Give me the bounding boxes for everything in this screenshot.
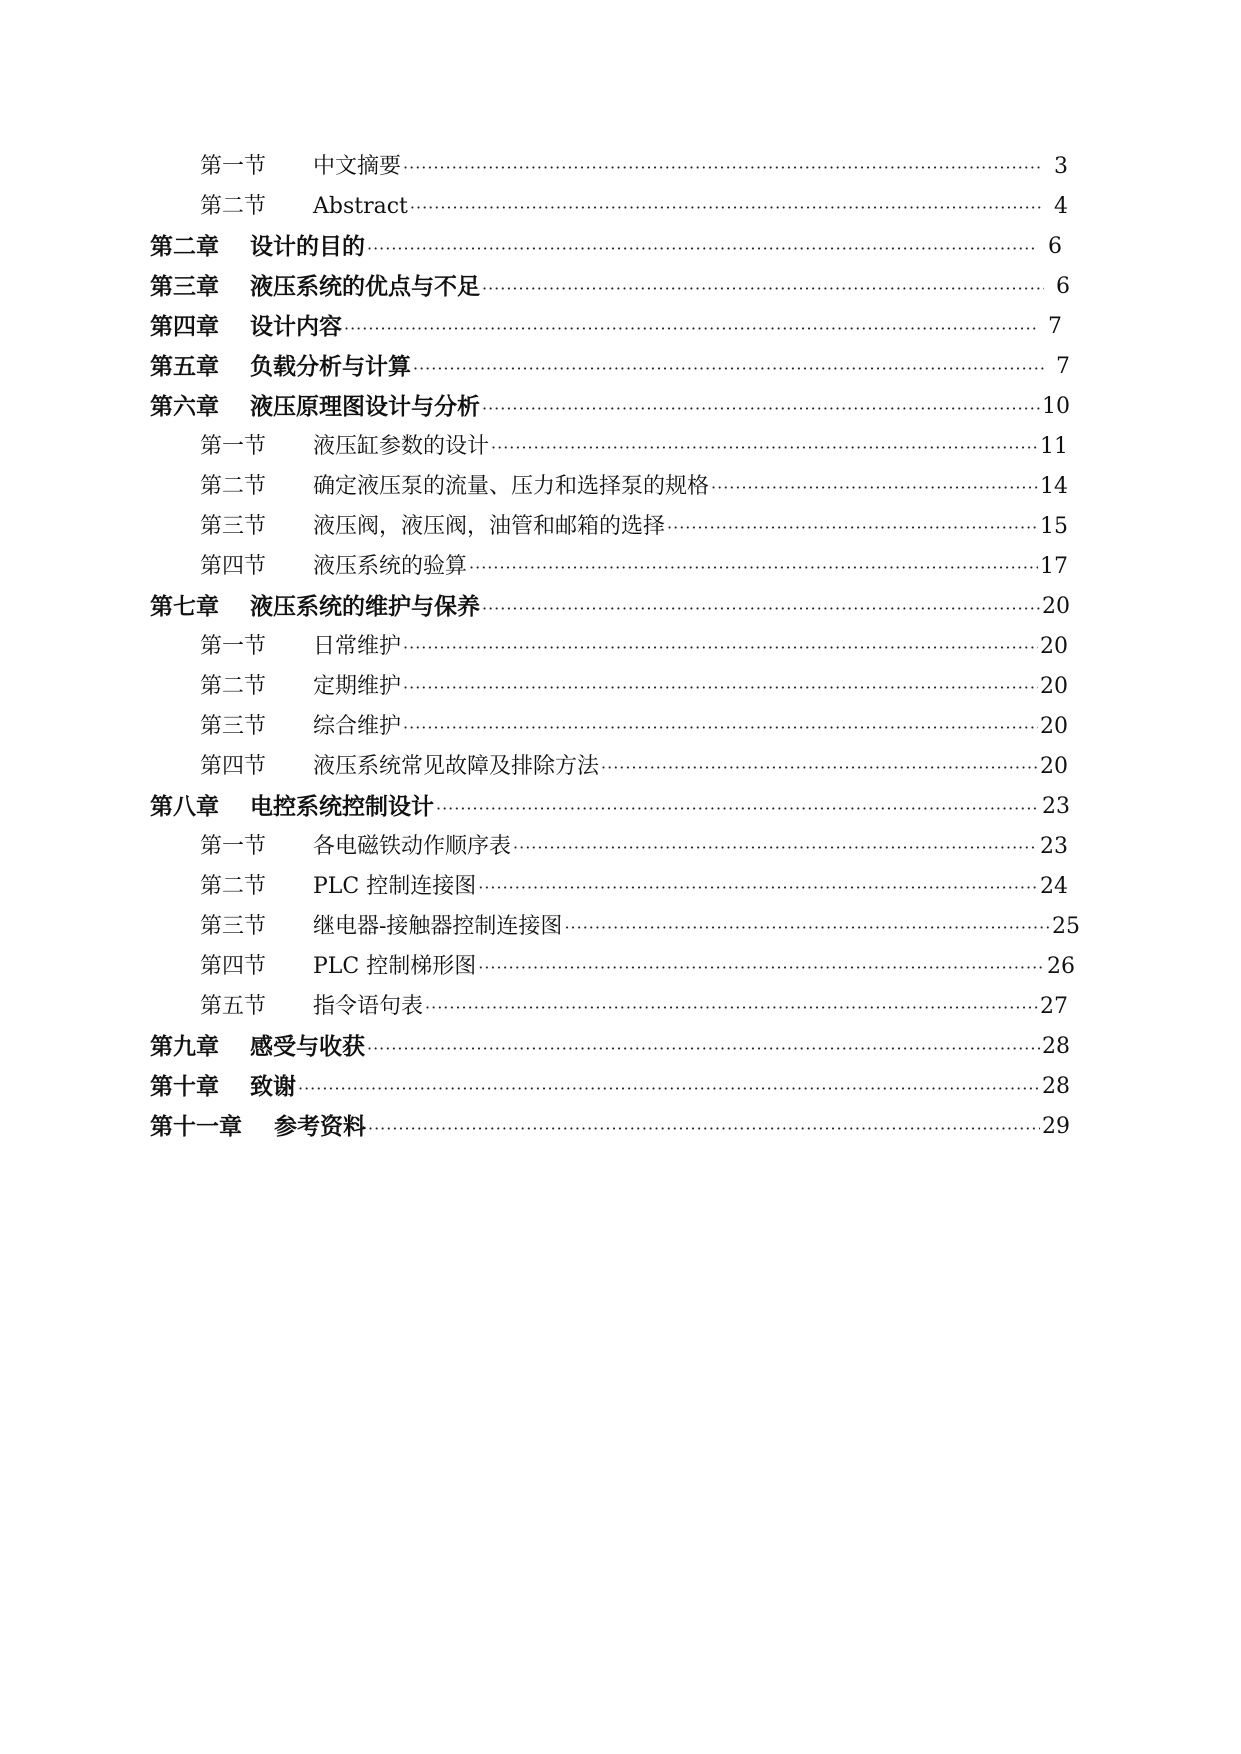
toc-entry[interactable] bbox=[200, 950, 1075, 984]
toc-entry-page: 20 bbox=[1040, 674, 1068, 699]
toc-entry-page: 29 bbox=[1042, 1114, 1070, 1139]
toc-entry-chapter[interactable] bbox=[150, 790, 1070, 824]
toc-entry-title: 设计内容 bbox=[250, 313, 342, 340]
dot-leader bbox=[368, 1110, 1040, 1144]
toc-entry-title: 液压缸参数的设计 bbox=[313, 434, 490, 459]
dot-leader bbox=[410, 190, 1042, 224]
toc-entry-number: 第二节 bbox=[200, 474, 267, 499]
toc-entry[interactable] bbox=[200, 430, 1068, 464]
toc-entry[interactable] bbox=[200, 550, 1068, 584]
toc-entry-title: 继电器-接触器控制连接图 bbox=[313, 914, 563, 939]
toc-entry-number: 第一节 bbox=[200, 634, 267, 659]
toc-entry-title: 液压系统常见故障及排除方法 bbox=[313, 754, 600, 779]
toc-entry-chapter[interactable] bbox=[150, 310, 1062, 344]
toc-entry-title: 液压原理图设计与分析 bbox=[250, 393, 480, 420]
toc-entry-title: 日常维护 bbox=[313, 634, 402, 659]
toc-entry-number: 第六章 bbox=[150, 393, 219, 420]
toc-entry-page: 27 bbox=[1040, 994, 1068, 1019]
dot-leader bbox=[564, 910, 1050, 944]
toc-entry-number: 第二节 bbox=[200, 874, 267, 899]
toc-entry-title: 液压系统的验算 bbox=[313, 554, 468, 579]
toc-entry-title: PLC 控制连接图 bbox=[313, 874, 477, 899]
toc-entry-title: 感受与收获 bbox=[250, 1033, 365, 1060]
toc-entry-chapter[interactable] bbox=[150, 1110, 1070, 1144]
dot-leader bbox=[403, 630, 1038, 664]
toc-entry-number: 第十一章 bbox=[150, 1113, 242, 1140]
dot-leader bbox=[491, 430, 1038, 464]
toc-entry-page: 15 bbox=[1040, 514, 1068, 539]
toc-entry-title: Abstract bbox=[313, 194, 408, 219]
toc-entry-title: 综合维护 bbox=[313, 714, 402, 739]
toc-entry-page: 20 bbox=[1040, 714, 1068, 739]
toc-entry-title: 指令语句表 bbox=[313, 994, 424, 1019]
toc-entry-title: 致谢 bbox=[250, 1073, 296, 1100]
toc-entry-title: 电控系统控制设计 bbox=[250, 793, 434, 820]
dot-leader bbox=[403, 670, 1038, 704]
toc-entry-title: 定期维护 bbox=[313, 674, 402, 699]
toc-entry-number: 第三节 bbox=[200, 514, 267, 539]
dot-leader bbox=[367, 1030, 1040, 1064]
toc-entry-page: 7 bbox=[1056, 354, 1070, 379]
toc-entry-title: 负载分析与计算 bbox=[250, 353, 411, 380]
toc-entry-chapter[interactable] bbox=[150, 230, 1062, 264]
toc-entry-title: 参考资料 bbox=[274, 1113, 366, 1140]
toc-entry-title: 各电磁铁动作顺序表 bbox=[313, 834, 512, 859]
toc-entry-page: 10 bbox=[1042, 394, 1070, 419]
toc-entry-page: 28 bbox=[1042, 1074, 1070, 1099]
dot-leader bbox=[344, 310, 1036, 344]
toc-entry-chapter[interactable] bbox=[150, 590, 1070, 624]
toc-entry[interactable] bbox=[200, 190, 1068, 224]
toc-entry[interactable] bbox=[200, 470, 1068, 504]
dot-leader bbox=[513, 830, 1038, 864]
toc-entry[interactable] bbox=[200, 910, 1080, 944]
toc-entry-page: 23 bbox=[1040, 834, 1068, 859]
toc-entry-page: 6 bbox=[1056, 274, 1070, 299]
toc-entry-chapter[interactable] bbox=[150, 390, 1070, 424]
dot-leader bbox=[469, 550, 1038, 584]
dot-leader bbox=[403, 710, 1038, 744]
toc-entry-number: 第四章 bbox=[150, 313, 219, 340]
dot-leader bbox=[482, 270, 1044, 304]
dot-leader bbox=[403, 150, 1042, 184]
toc-entry-number: 第十章 bbox=[150, 1073, 219, 1100]
toc-entry[interactable] bbox=[200, 150, 1068, 184]
dot-leader bbox=[601, 750, 1038, 784]
toc-entry-number: 第三节 bbox=[200, 914, 267, 939]
toc-entry-page: 11 bbox=[1040, 434, 1068, 459]
toc-entry-number: 第五章 bbox=[150, 353, 219, 380]
toc-entry-page: 7 bbox=[1048, 314, 1062, 339]
toc-entry-page: 17 bbox=[1040, 554, 1068, 579]
dot-leader bbox=[478, 950, 1045, 984]
toc-entry-page: 20 bbox=[1040, 754, 1068, 779]
dot-leader bbox=[478, 870, 1038, 904]
toc-entry[interactable] bbox=[200, 710, 1068, 744]
dot-leader bbox=[482, 590, 1040, 624]
toc-entry-page: 24 bbox=[1040, 874, 1068, 899]
toc-entry-page: 26 bbox=[1047, 954, 1075, 979]
toc-entry-number: 第四节 bbox=[200, 954, 267, 979]
toc-entry-number: 第一节 bbox=[200, 434, 267, 459]
toc-entry[interactable] bbox=[200, 990, 1068, 1024]
toc-entry[interactable] bbox=[200, 870, 1068, 904]
toc-entry-page: 23 bbox=[1042, 794, 1070, 819]
toc-entry-page: 28 bbox=[1042, 1034, 1070, 1059]
dot-leader bbox=[711, 470, 1038, 504]
dot-leader bbox=[667, 510, 1038, 544]
toc-entry-page: 6 bbox=[1048, 234, 1062, 259]
toc-entry-number: 第一节 bbox=[200, 154, 267, 179]
dot-leader bbox=[367, 230, 1036, 264]
toc-entry-number: 第四节 bbox=[200, 554, 267, 579]
toc-entry-number: 第八章 bbox=[150, 793, 219, 820]
dot-leader bbox=[425, 990, 1038, 1024]
dot-leader bbox=[482, 390, 1040, 424]
toc-entry-title: 确定液压泵的流量、压力和选择泵的规格 bbox=[313, 474, 710, 499]
toc-entry-chapter[interactable] bbox=[150, 1070, 1070, 1104]
dot-leader bbox=[413, 350, 1044, 384]
toc-entry-number: 第九章 bbox=[150, 1033, 219, 1060]
toc-entry-title: 中文摘要 bbox=[313, 154, 402, 179]
toc-entry-number: 第五节 bbox=[200, 994, 267, 1019]
toc-entry[interactable] bbox=[200, 630, 1068, 664]
toc-entry-title: 液压系统的优点与不足 bbox=[250, 273, 480, 300]
toc-entry-chapter[interactable] bbox=[150, 350, 1070, 384]
toc-entry[interactable] bbox=[200, 750, 1068, 784]
toc-entry-page: 25 bbox=[1052, 914, 1080, 939]
toc-entry-number: 第七章 bbox=[150, 593, 219, 620]
toc-entry-page: 20 bbox=[1042, 594, 1070, 619]
toc-entry-chapter[interactable] bbox=[150, 270, 1070, 304]
toc-entry[interactable] bbox=[200, 510, 1068, 544]
toc-entry-title: PLC 控制梯形图 bbox=[313, 954, 477, 979]
toc-entry-page: 14 bbox=[1040, 474, 1068, 499]
toc-entry-number: 第二节 bbox=[200, 674, 267, 699]
toc-entry-number: 第一节 bbox=[200, 834, 267, 859]
toc-entry-number: 第三节 bbox=[200, 714, 267, 739]
toc-entry-chapter[interactable] bbox=[150, 1030, 1070, 1064]
toc-entry-title: 液压阀，液压阀，油管和邮箱的选择 bbox=[313, 514, 666, 539]
toc-entry-number: 第二章 bbox=[150, 233, 219, 260]
dot-leader bbox=[436, 790, 1040, 824]
toc-entry-page: 20 bbox=[1040, 634, 1068, 659]
toc-entry[interactable] bbox=[200, 830, 1068, 864]
toc-entry-number: 第二节 bbox=[200, 194, 267, 219]
toc-entry-title: 液压系统的维护与保养 bbox=[250, 593, 480, 620]
toc-entry-number: 第三章 bbox=[150, 273, 219, 300]
toc-entry-title: 设计的目的 bbox=[250, 233, 365, 260]
dot-leader bbox=[298, 1070, 1040, 1104]
toc-entry-page: 4 bbox=[1054, 194, 1068, 219]
toc-entry[interactable] bbox=[200, 670, 1068, 704]
toc-entry-number: 第四节 bbox=[200, 754, 267, 779]
toc-entry-page: 3 bbox=[1054, 154, 1068, 179]
